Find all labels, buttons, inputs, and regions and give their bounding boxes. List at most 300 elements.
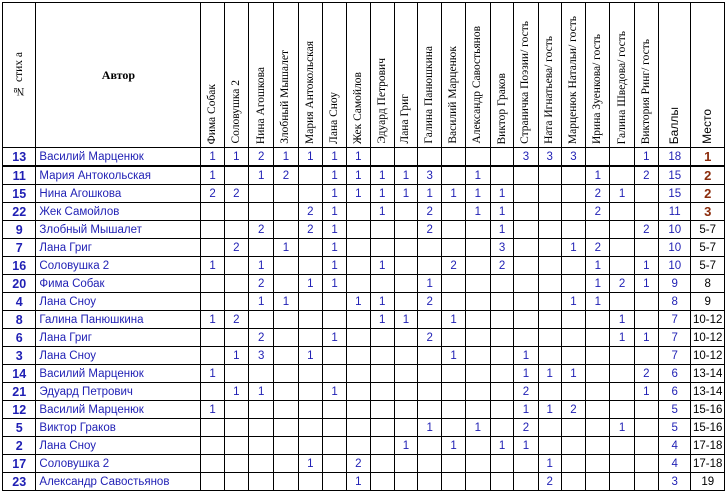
score-cell bbox=[370, 455, 394, 473]
score-cell bbox=[274, 419, 298, 437]
score-cell: 1 bbox=[465, 166, 490, 185]
score-cell bbox=[465, 257, 490, 275]
poem-number: 22 bbox=[3, 203, 36, 221]
score-cell bbox=[224, 166, 248, 185]
judge-header: Галина Шведова/ гость bbox=[610, 3, 634, 148]
score-cell bbox=[298, 185, 322, 203]
results-table bbox=[2, 2, 725, 491]
score-cell bbox=[224, 203, 248, 221]
place-cell: 9 bbox=[691, 293, 725, 311]
score-cell bbox=[347, 203, 370, 221]
score-cell bbox=[465, 437, 490, 455]
score-cell bbox=[370, 383, 394, 401]
score-cell bbox=[465, 401, 490, 419]
score-cell bbox=[538, 185, 561, 203]
author-name: Василий Марценюк bbox=[36, 365, 201, 383]
score-cell bbox=[442, 329, 465, 347]
score-cell bbox=[347, 401, 370, 419]
score-cell bbox=[561, 311, 585, 329]
score-cell: 1 bbox=[538, 455, 561, 473]
judge-header: Жек Самойлов bbox=[347, 3, 370, 148]
judge-header: Лана Сноу bbox=[322, 3, 346, 148]
score-cell bbox=[394, 347, 417, 365]
score-cell bbox=[514, 185, 538, 203]
points-cell: 10 bbox=[659, 257, 691, 275]
points-cell: 15 bbox=[659, 185, 691, 203]
score-cell: 3 bbox=[514, 148, 538, 167]
score-cell: 2 bbox=[224, 239, 248, 257]
score-cell bbox=[490, 419, 513, 437]
score-cell bbox=[490, 148, 513, 167]
poem-number: 21 bbox=[3, 383, 36, 401]
score-cell bbox=[418, 437, 442, 455]
score-cell bbox=[347, 311, 370, 329]
score-cell: 1 bbox=[274, 293, 298, 311]
score-cell bbox=[418, 473, 442, 491]
score-cell bbox=[490, 311, 513, 329]
score-cell bbox=[347, 329, 370, 347]
score-cell bbox=[224, 293, 248, 311]
score-cell: 1 bbox=[322, 148, 346, 167]
score-cell bbox=[370, 437, 394, 455]
score-cell bbox=[274, 401, 298, 419]
score-cell bbox=[298, 257, 322, 275]
score-cell bbox=[298, 473, 322, 491]
score-cell bbox=[370, 221, 394, 239]
place-cell: 2 bbox=[691, 185, 725, 203]
score-cell: 1 bbox=[322, 329, 346, 347]
score-cell: 2 bbox=[418, 221, 442, 239]
score-cell: 3 bbox=[490, 239, 513, 257]
score-cell bbox=[394, 203, 417, 221]
score-cell bbox=[465, 455, 490, 473]
score-cell: 2 bbox=[442, 257, 465, 275]
score-cell bbox=[561, 257, 585, 275]
score-cell bbox=[394, 473, 417, 491]
score-cell: 3 bbox=[249, 347, 274, 365]
score-cell bbox=[634, 455, 658, 473]
score-cell: 1 bbox=[465, 203, 490, 221]
score-cell: 2 bbox=[418, 329, 442, 347]
place-cell: 13-14 bbox=[691, 383, 725, 401]
score-cell bbox=[538, 166, 561, 185]
poem-number: 13 bbox=[3, 148, 36, 167]
score-cell: 1 bbox=[442, 185, 465, 203]
score-cell bbox=[561, 473, 585, 491]
score-cell bbox=[201, 203, 224, 221]
author-name: Злобный Мышалет bbox=[36, 221, 201, 239]
score-cell: 1 bbox=[634, 383, 658, 401]
score-cell bbox=[514, 239, 538, 257]
score-cell: 2 bbox=[249, 329, 274, 347]
score-cell bbox=[322, 311, 346, 329]
score-cell: 1 bbox=[347, 166, 370, 185]
score-cell bbox=[274, 437, 298, 455]
score-cell: 1 bbox=[298, 455, 322, 473]
score-cell bbox=[442, 365, 465, 383]
points-cell: 10 bbox=[659, 239, 691, 257]
score-cell: 2 bbox=[224, 311, 248, 329]
score-cell bbox=[347, 437, 370, 455]
score-cell: 2 bbox=[490, 257, 513, 275]
score-cell bbox=[201, 239, 224, 257]
score-cell bbox=[514, 275, 538, 293]
score-cell bbox=[490, 401, 513, 419]
score-cell bbox=[465, 311, 490, 329]
score-cell bbox=[394, 365, 417, 383]
score-cell: 1 bbox=[347, 293, 370, 311]
table-row bbox=[3, 166, 725, 185]
score-cell bbox=[610, 347, 634, 365]
score-cell bbox=[201, 455, 224, 473]
score-cell: 1 bbox=[370, 203, 394, 221]
score-cell: 1 bbox=[322, 203, 346, 221]
poem-number: 15 bbox=[3, 185, 36, 203]
score-cell bbox=[298, 311, 322, 329]
score-cell: 3 bbox=[538, 148, 561, 167]
score-cell bbox=[514, 257, 538, 275]
score-cell: 1 bbox=[610, 311, 634, 329]
score-cell bbox=[394, 275, 417, 293]
score-cell bbox=[249, 473, 274, 491]
score-cell: 1 bbox=[490, 203, 513, 221]
score-cell bbox=[298, 419, 322, 437]
score-cell bbox=[347, 419, 370, 437]
score-cell bbox=[610, 365, 634, 383]
score-cell: 2 bbox=[514, 383, 538, 401]
score-cell bbox=[224, 473, 248, 491]
score-cell: 1 bbox=[370, 311, 394, 329]
score-cell bbox=[274, 221, 298, 239]
score-cell: 1 bbox=[224, 148, 248, 167]
score-cell bbox=[634, 185, 658, 203]
table-row bbox=[3, 257, 725, 275]
author-name: Виктор Граков bbox=[36, 419, 201, 437]
poem-number: 3 bbox=[3, 347, 36, 365]
score-cell: 1 bbox=[538, 365, 561, 383]
score-cell bbox=[274, 383, 298, 401]
score-cell bbox=[634, 347, 658, 365]
score-cell bbox=[442, 203, 465, 221]
score-cell: 2 bbox=[249, 221, 274, 239]
score-cell bbox=[465, 148, 490, 167]
score-cell bbox=[274, 473, 298, 491]
score-cell bbox=[634, 437, 658, 455]
score-cell bbox=[298, 365, 322, 383]
judge-header: Нина Агошкова bbox=[249, 3, 274, 148]
score-cell bbox=[201, 347, 224, 365]
score-cell bbox=[610, 203, 634, 221]
table-row bbox=[3, 221, 725, 239]
author-name: Соловушка 2 bbox=[36, 257, 201, 275]
score-cell bbox=[322, 365, 346, 383]
points-cell: 5 bbox=[659, 401, 691, 419]
table-row bbox=[3, 185, 725, 203]
score-cell: 1 bbox=[322, 166, 346, 185]
points-cell: 15 bbox=[659, 166, 691, 185]
score-cell bbox=[610, 473, 634, 491]
score-cell bbox=[442, 239, 465, 257]
score-cell bbox=[224, 257, 248, 275]
place-cell: 3 bbox=[691, 203, 725, 221]
score-cell bbox=[370, 275, 394, 293]
score-cell bbox=[322, 293, 346, 311]
score-cell bbox=[514, 293, 538, 311]
score-cell bbox=[249, 419, 274, 437]
score-cell bbox=[442, 473, 465, 491]
score-cell: 1 bbox=[561, 365, 585, 383]
score-cell bbox=[370, 419, 394, 437]
place-cell: 2 bbox=[691, 166, 725, 185]
score-cell: 1 bbox=[322, 275, 346, 293]
score-cell: 1 bbox=[465, 419, 490, 437]
author-name: Лана Григ bbox=[36, 329, 201, 347]
score-cell bbox=[634, 473, 658, 491]
score-cell: 2 bbox=[418, 293, 442, 311]
score-cell bbox=[561, 383, 585, 401]
score-cell bbox=[561, 166, 585, 185]
poem-number: 23 bbox=[3, 473, 36, 491]
score-cell bbox=[561, 275, 585, 293]
score-cell: 1 bbox=[394, 311, 417, 329]
score-cell bbox=[610, 437, 634, 455]
score-cell bbox=[634, 293, 658, 311]
score-cell bbox=[418, 455, 442, 473]
place-cell: 13-14 bbox=[691, 365, 725, 383]
score-cell: 2 bbox=[514, 419, 538, 437]
score-cell bbox=[586, 221, 610, 239]
score-cell: 1 bbox=[490, 221, 513, 239]
points-cell: 8 bbox=[659, 293, 691, 311]
score-cell: 1 bbox=[418, 419, 442, 437]
score-cell bbox=[586, 148, 610, 167]
poem-number: 11 bbox=[3, 166, 36, 185]
score-cell bbox=[586, 473, 610, 491]
place-cell: 8 bbox=[691, 275, 725, 293]
score-cell bbox=[586, 383, 610, 401]
score-cell bbox=[561, 347, 585, 365]
score-cell bbox=[298, 329, 322, 347]
score-cell: 2 bbox=[586, 239, 610, 257]
score-cell: 1 bbox=[514, 347, 538, 365]
score-cell bbox=[394, 401, 417, 419]
points-cell: 11 bbox=[659, 203, 691, 221]
poem-number: 14 bbox=[3, 365, 36, 383]
score-cell: 1 bbox=[249, 383, 274, 401]
author-name: Лана Григ bbox=[36, 239, 201, 257]
score-cell bbox=[610, 221, 634, 239]
score-cell bbox=[586, 311, 610, 329]
score-cell: 2 bbox=[418, 203, 442, 221]
score-cell: 1 bbox=[322, 383, 346, 401]
score-cell bbox=[394, 148, 417, 167]
score-cell bbox=[322, 347, 346, 365]
score-cell bbox=[561, 437, 585, 455]
author-name: Лана Сноу bbox=[36, 437, 201, 455]
poem-number: 4 bbox=[3, 293, 36, 311]
score-cell: 1 bbox=[201, 166, 224, 185]
score-cell: 1 bbox=[586, 257, 610, 275]
place-cell: 10-12 bbox=[691, 347, 725, 365]
score-cell bbox=[538, 275, 561, 293]
score-cell: 2 bbox=[586, 185, 610, 203]
score-cell bbox=[586, 419, 610, 437]
score-cell bbox=[274, 329, 298, 347]
score-cell bbox=[298, 166, 322, 185]
score-cell bbox=[370, 239, 394, 257]
score-cell bbox=[249, 455, 274, 473]
score-cell: 2 bbox=[201, 185, 224, 203]
score-cell bbox=[394, 455, 417, 473]
score-cell: 1 bbox=[514, 365, 538, 383]
author-name: Лана Сноу bbox=[36, 293, 201, 311]
score-cell bbox=[201, 275, 224, 293]
score-cell: 1 bbox=[347, 185, 370, 203]
score-cell: 1 bbox=[224, 383, 248, 401]
score-cell bbox=[298, 401, 322, 419]
score-cell bbox=[538, 293, 561, 311]
score-cell bbox=[274, 455, 298, 473]
score-cell bbox=[418, 347, 442, 365]
author-name: Нина Агошкова bbox=[36, 185, 201, 203]
score-cell bbox=[274, 365, 298, 383]
score-cell bbox=[274, 185, 298, 203]
author-name: Жек Самойлов bbox=[36, 203, 201, 221]
score-cell: 1 bbox=[586, 166, 610, 185]
score-cell bbox=[394, 383, 417, 401]
table-row bbox=[3, 293, 725, 311]
score-cell bbox=[538, 257, 561, 275]
score-cell bbox=[634, 203, 658, 221]
score-cell bbox=[465, 383, 490, 401]
score-cell bbox=[634, 401, 658, 419]
score-cell: 1 bbox=[634, 275, 658, 293]
score-cell: 1 bbox=[370, 257, 394, 275]
place-cell: 10-12 bbox=[691, 311, 725, 329]
score-cell bbox=[538, 437, 561, 455]
score-cell bbox=[442, 419, 465, 437]
score-cell bbox=[370, 148, 394, 167]
score-cell: 2 bbox=[634, 221, 658, 239]
score-cell bbox=[634, 311, 658, 329]
score-cell bbox=[394, 221, 417, 239]
table-row bbox=[3, 329, 725, 347]
score-cell bbox=[514, 166, 538, 185]
score-cell bbox=[514, 203, 538, 221]
score-cell bbox=[634, 239, 658, 257]
score-cell bbox=[442, 293, 465, 311]
score-cell bbox=[322, 401, 346, 419]
judge-header: Александр Савостьянов bbox=[465, 3, 490, 148]
poem-number: 6 bbox=[3, 329, 36, 347]
poem-number: 16 bbox=[3, 257, 36, 275]
score-cell bbox=[586, 455, 610, 473]
score-cell: 1 bbox=[586, 275, 610, 293]
score-cell bbox=[370, 401, 394, 419]
score-cell bbox=[394, 293, 417, 311]
score-cell bbox=[249, 365, 274, 383]
score-cell bbox=[610, 257, 634, 275]
score-cell bbox=[274, 203, 298, 221]
score-cell bbox=[224, 401, 248, 419]
score-cell bbox=[586, 365, 610, 383]
score-cell bbox=[370, 347, 394, 365]
score-cell: 1 bbox=[249, 166, 274, 185]
score-cell bbox=[224, 455, 248, 473]
score-cell bbox=[538, 383, 561, 401]
score-cell bbox=[274, 311, 298, 329]
score-cell bbox=[394, 329, 417, 347]
score-cell: 2 bbox=[347, 455, 370, 473]
score-cell: 1 bbox=[442, 437, 465, 455]
score-cell: 1 bbox=[322, 221, 346, 239]
score-cell bbox=[418, 257, 442, 275]
score-cell bbox=[418, 239, 442, 257]
judge-header: Фима Собак bbox=[201, 3, 224, 148]
score-cell bbox=[347, 347, 370, 365]
score-cell: 1 bbox=[418, 185, 442, 203]
points-cell: 4 bbox=[659, 455, 691, 473]
score-cell bbox=[610, 166, 634, 185]
score-cell bbox=[442, 401, 465, 419]
place-column-header: Место bbox=[691, 3, 725, 148]
score-cell: 1 bbox=[370, 185, 394, 203]
score-cell bbox=[224, 365, 248, 383]
score-cell: 1 bbox=[298, 347, 322, 365]
points-cell: 4 bbox=[659, 437, 691, 455]
score-cell bbox=[586, 329, 610, 347]
score-cell bbox=[442, 166, 465, 185]
score-cell bbox=[249, 239, 274, 257]
score-cell bbox=[490, 347, 513, 365]
score-cell: 1 bbox=[322, 185, 346, 203]
poem-number: 5 bbox=[3, 419, 36, 437]
score-cell: 1 bbox=[634, 329, 658, 347]
points-column-header: Баллы bbox=[659, 3, 691, 148]
score-cell: 2 bbox=[610, 275, 634, 293]
score-cell: 1 bbox=[224, 347, 248, 365]
poem-number: 7 bbox=[3, 239, 36, 257]
score-cell: 1 bbox=[538, 401, 561, 419]
results-body bbox=[3, 148, 725, 491]
table-row bbox=[3, 383, 725, 401]
score-cell: 1 bbox=[201, 365, 224, 383]
score-cell: 1 bbox=[322, 257, 346, 275]
judge-header: Злобный Мышалет bbox=[274, 3, 298, 148]
score-cell bbox=[610, 383, 634, 401]
points-cell: 7 bbox=[659, 329, 691, 347]
points-cell: 7 bbox=[659, 311, 691, 329]
score-cell: 1 bbox=[610, 419, 634, 437]
table-row bbox=[3, 148, 725, 167]
score-cell bbox=[347, 221, 370, 239]
score-cell bbox=[490, 473, 513, 491]
author-name: Фима Собак bbox=[36, 275, 201, 293]
score-cell: 1 bbox=[514, 401, 538, 419]
score-cell bbox=[322, 455, 346, 473]
author-name: Мария Антокольская bbox=[36, 166, 201, 185]
judge-header: Эдуард Петрович bbox=[370, 3, 394, 148]
score-cell bbox=[249, 203, 274, 221]
score-cell bbox=[249, 437, 274, 455]
author-name: Василий Марценюк bbox=[36, 148, 201, 167]
poem-number: 17 bbox=[3, 455, 36, 473]
score-cell: 1 bbox=[442, 311, 465, 329]
score-cell bbox=[201, 473, 224, 491]
score-cell: 2 bbox=[634, 166, 658, 185]
table-row bbox=[3, 275, 725, 293]
score-cell bbox=[610, 401, 634, 419]
